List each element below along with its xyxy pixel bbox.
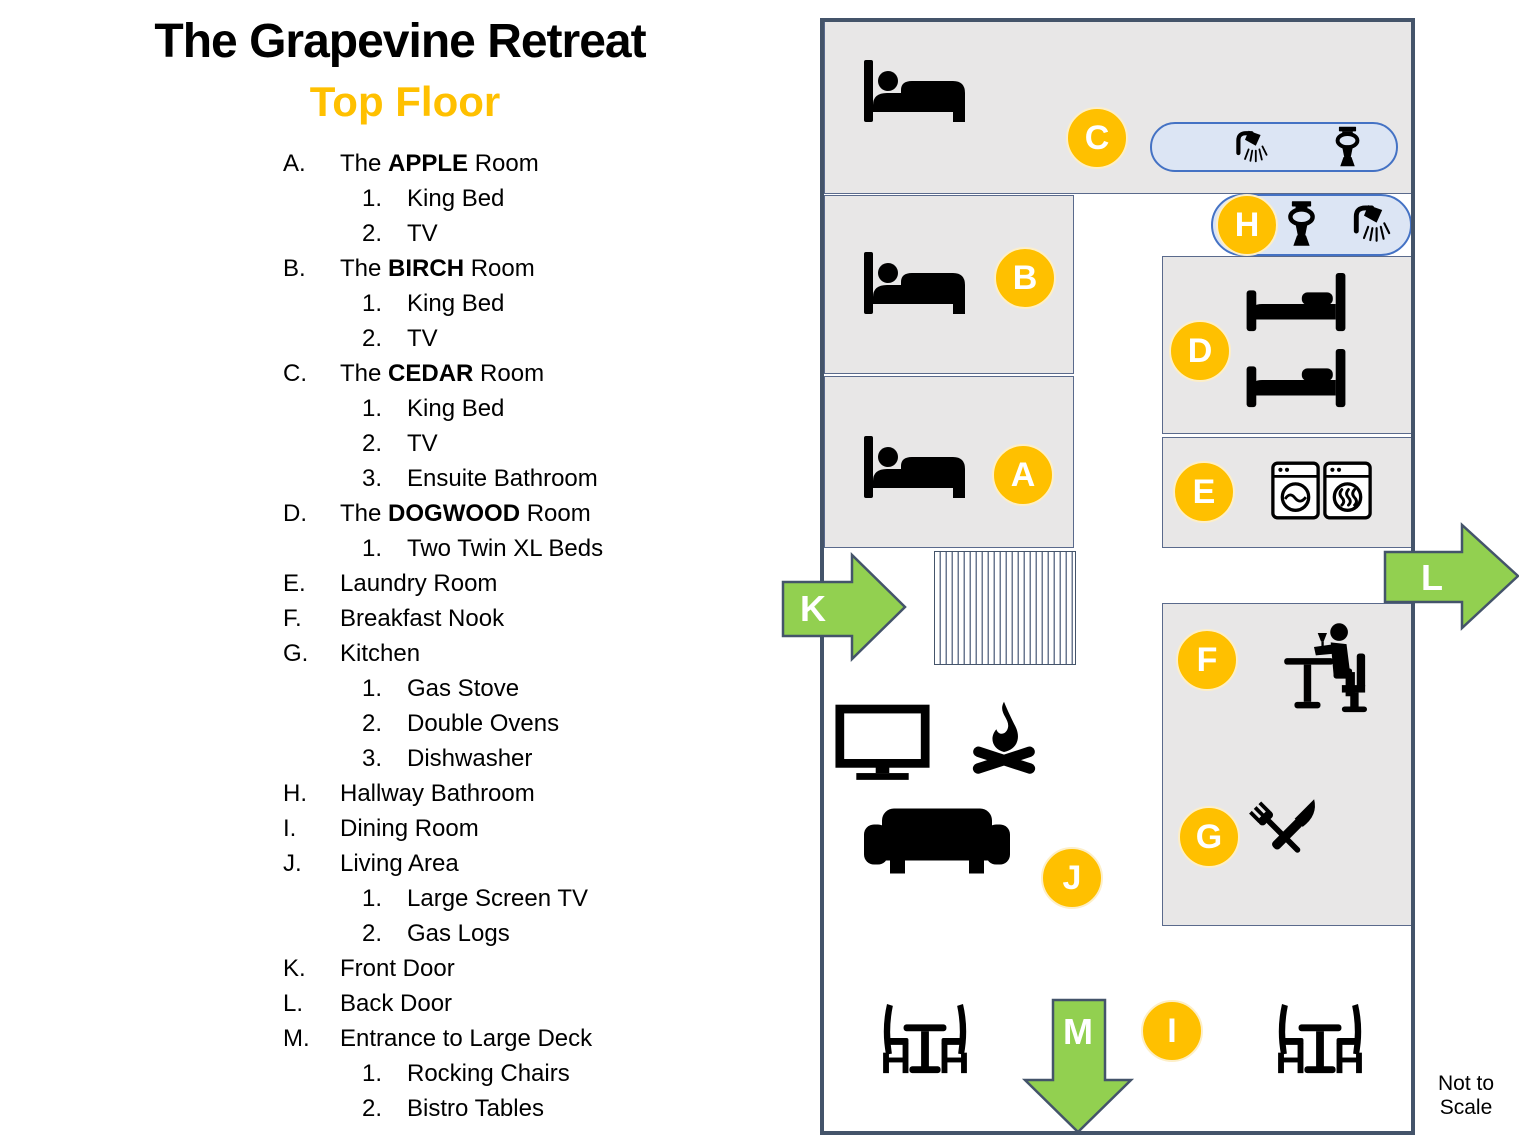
legend-subitem xyxy=(283,1056,753,1091)
legend-text: TV xyxy=(407,219,438,247)
legend-item-d xyxy=(283,496,753,531)
legend-item-c xyxy=(283,356,753,391)
legend-item-label: The DOGWOOD Room xyxy=(340,499,591,527)
legend-item-label: Dining Room xyxy=(340,814,479,842)
legend-subitem xyxy=(283,391,753,426)
legend-item-letter: A. xyxy=(283,149,306,177)
legend-item-label: The BIRCH Room xyxy=(340,254,535,282)
legend-item-letter: L. xyxy=(283,989,304,1017)
bistro-set-icon xyxy=(1266,1002,1374,1078)
tv-icon xyxy=(834,704,931,782)
legend-text: King Bed xyxy=(407,394,505,422)
deck-entrance-arrow xyxy=(1024,999,1132,1133)
legend-list xyxy=(283,146,753,1126)
room-label-h: H xyxy=(1216,194,1278,256)
legend-subitem xyxy=(283,531,753,566)
legend-text: Bistro Tables xyxy=(407,1094,544,1122)
room-label-g: G xyxy=(1178,806,1240,868)
note-line-1: Not to xyxy=(1437,1072,1495,1095)
room-label-c: C xyxy=(1066,107,1128,169)
legend-subitem-number: 2. xyxy=(362,919,383,947)
legend-text: TV xyxy=(407,429,438,457)
legend-item-label: The CEDAR Room xyxy=(340,359,545,387)
back-door-arrow xyxy=(1384,524,1519,630)
legend-item-label: Front Door xyxy=(340,954,455,982)
room-label-a: A xyxy=(992,444,1054,506)
legend-text: Ensuite Bathroom xyxy=(407,464,598,492)
legend-text: Gas Logs xyxy=(407,919,510,947)
room-label-i: I xyxy=(1141,1000,1203,1062)
page-title: The Grapevine Retreat xyxy=(154,15,646,68)
legend-subitem-number: 1. xyxy=(362,289,383,317)
legend-item-label: Kitchen xyxy=(340,639,421,667)
bed-icon xyxy=(860,56,980,126)
legend-text: King Bed xyxy=(407,289,505,317)
door-label-k: K xyxy=(800,588,826,629)
legend-item-letter: M. xyxy=(283,1024,310,1052)
legend-item-b xyxy=(283,251,753,286)
toilet-icon xyxy=(1283,199,1320,248)
legend-subitem-number: 2. xyxy=(362,709,383,737)
legend-item-letter: I. xyxy=(283,814,297,842)
legend-text: TV xyxy=(407,324,438,352)
legend-item-a xyxy=(283,146,753,181)
legend-subitem-number: 1. xyxy=(362,534,383,562)
legend-subitem xyxy=(283,916,753,951)
room-label-b: B xyxy=(994,247,1056,309)
bed-icon xyxy=(860,248,980,318)
legend-subitem-number: 3. xyxy=(362,464,383,492)
campfire-icon xyxy=(966,699,1042,788)
note-line-2: Scale xyxy=(1439,1096,1493,1119)
twin-bed-icon xyxy=(1240,347,1352,409)
legend-item-g xyxy=(283,636,753,671)
legend-item-letter: F. xyxy=(283,604,302,632)
bistro-set-icon xyxy=(871,1002,979,1078)
legend-subitem xyxy=(283,671,753,706)
toilet-icon xyxy=(1331,125,1364,168)
legend-subitem xyxy=(283,461,753,496)
dryer-icon xyxy=(1323,460,1372,521)
legend-item-label: The APPLE Room xyxy=(340,149,539,177)
legend-item-letter: J. xyxy=(283,849,302,877)
legend-item-letter: G. xyxy=(283,639,309,667)
legend-subitem-number: 3. xyxy=(362,744,383,772)
shower-icon xyxy=(1233,127,1269,167)
legend-subitem xyxy=(283,286,753,321)
legend-text: Double Ovens xyxy=(407,709,560,737)
twin-bed-icon xyxy=(1240,271,1352,333)
stairs xyxy=(934,551,1076,665)
not-to-scale-note xyxy=(1416,1072,1516,1120)
room-label-j: J xyxy=(1041,847,1103,909)
legend-subitem-number: 1. xyxy=(362,674,383,702)
legend-item-label: Laundry Room xyxy=(340,569,498,597)
legend-subitem-number: 2. xyxy=(362,429,383,457)
legend-subitem xyxy=(283,881,753,916)
legend-subitem-number: 1. xyxy=(362,884,383,912)
legend-subitem xyxy=(283,321,753,356)
legend-text: Large Screen TV xyxy=(407,884,588,912)
legend-subitem-number: 2. xyxy=(362,324,383,352)
legend-text: Two Twin XL Beds xyxy=(407,534,604,562)
door-label-m: M xyxy=(1063,1011,1093,1052)
legend-item-label: Living Area xyxy=(340,849,459,877)
room-label-e: E xyxy=(1173,461,1235,523)
legend-subitem xyxy=(283,181,753,216)
page-subtitle: Top Floor xyxy=(309,78,501,125)
legend-text: Dishwasher xyxy=(407,744,533,772)
legend-item-label: Back Door xyxy=(340,989,453,1017)
legend-subitem-number: 1. xyxy=(362,1059,383,1087)
bed-icon xyxy=(860,432,980,502)
legend-subitem-number: 2. xyxy=(362,1094,383,1122)
room-label-d: D xyxy=(1169,320,1231,382)
fork-knife-icon xyxy=(1247,798,1324,874)
door-label-l: L xyxy=(1421,557,1443,598)
legend-subitem xyxy=(283,426,753,461)
legend-text: King Bed xyxy=(407,184,505,212)
legend-text: Gas Stove xyxy=(407,674,520,702)
legend-item-i xyxy=(283,811,753,846)
legend-subitem xyxy=(283,741,753,776)
breakfast-nook-icon xyxy=(1280,620,1374,713)
legend-item-letter: D. xyxy=(283,499,307,527)
room-label-f: F xyxy=(1176,629,1238,691)
legend-subitem-number: 2. xyxy=(362,219,383,247)
legend-subitem xyxy=(283,706,753,741)
couch-icon xyxy=(862,806,1012,877)
legend-item-e xyxy=(283,566,753,601)
washer-icon xyxy=(1271,460,1320,521)
legend-item-label: Breakfast Nook xyxy=(340,604,505,632)
legend-item-m xyxy=(283,1021,753,1056)
legend-subitem-number: 1. xyxy=(362,394,383,422)
legend-item-label: Entrance to Large Deck xyxy=(340,1024,593,1052)
legend-item-letter: B. xyxy=(283,254,306,282)
legend-item-h xyxy=(283,776,753,811)
legend-item-letter: H. xyxy=(283,779,307,807)
legend-item-letter: C. xyxy=(283,359,307,387)
legend-item-letter: E. xyxy=(283,569,306,597)
legend-item-l xyxy=(283,986,753,1021)
legend-item-f xyxy=(283,601,753,636)
legend-item-label: Hallway Bathroom xyxy=(340,779,535,807)
legend-item-letter: K. xyxy=(283,954,306,982)
front-door-arrow xyxy=(781,552,907,662)
legend-item-j xyxy=(283,846,753,881)
legend-subitem xyxy=(283,1091,753,1126)
legend-subitem xyxy=(283,216,753,251)
legend-item-k xyxy=(283,951,753,986)
legend-text: Rocking Chairs xyxy=(407,1059,570,1087)
shower-icon xyxy=(1350,201,1392,247)
legend-subitem-number: 1. xyxy=(362,184,383,212)
